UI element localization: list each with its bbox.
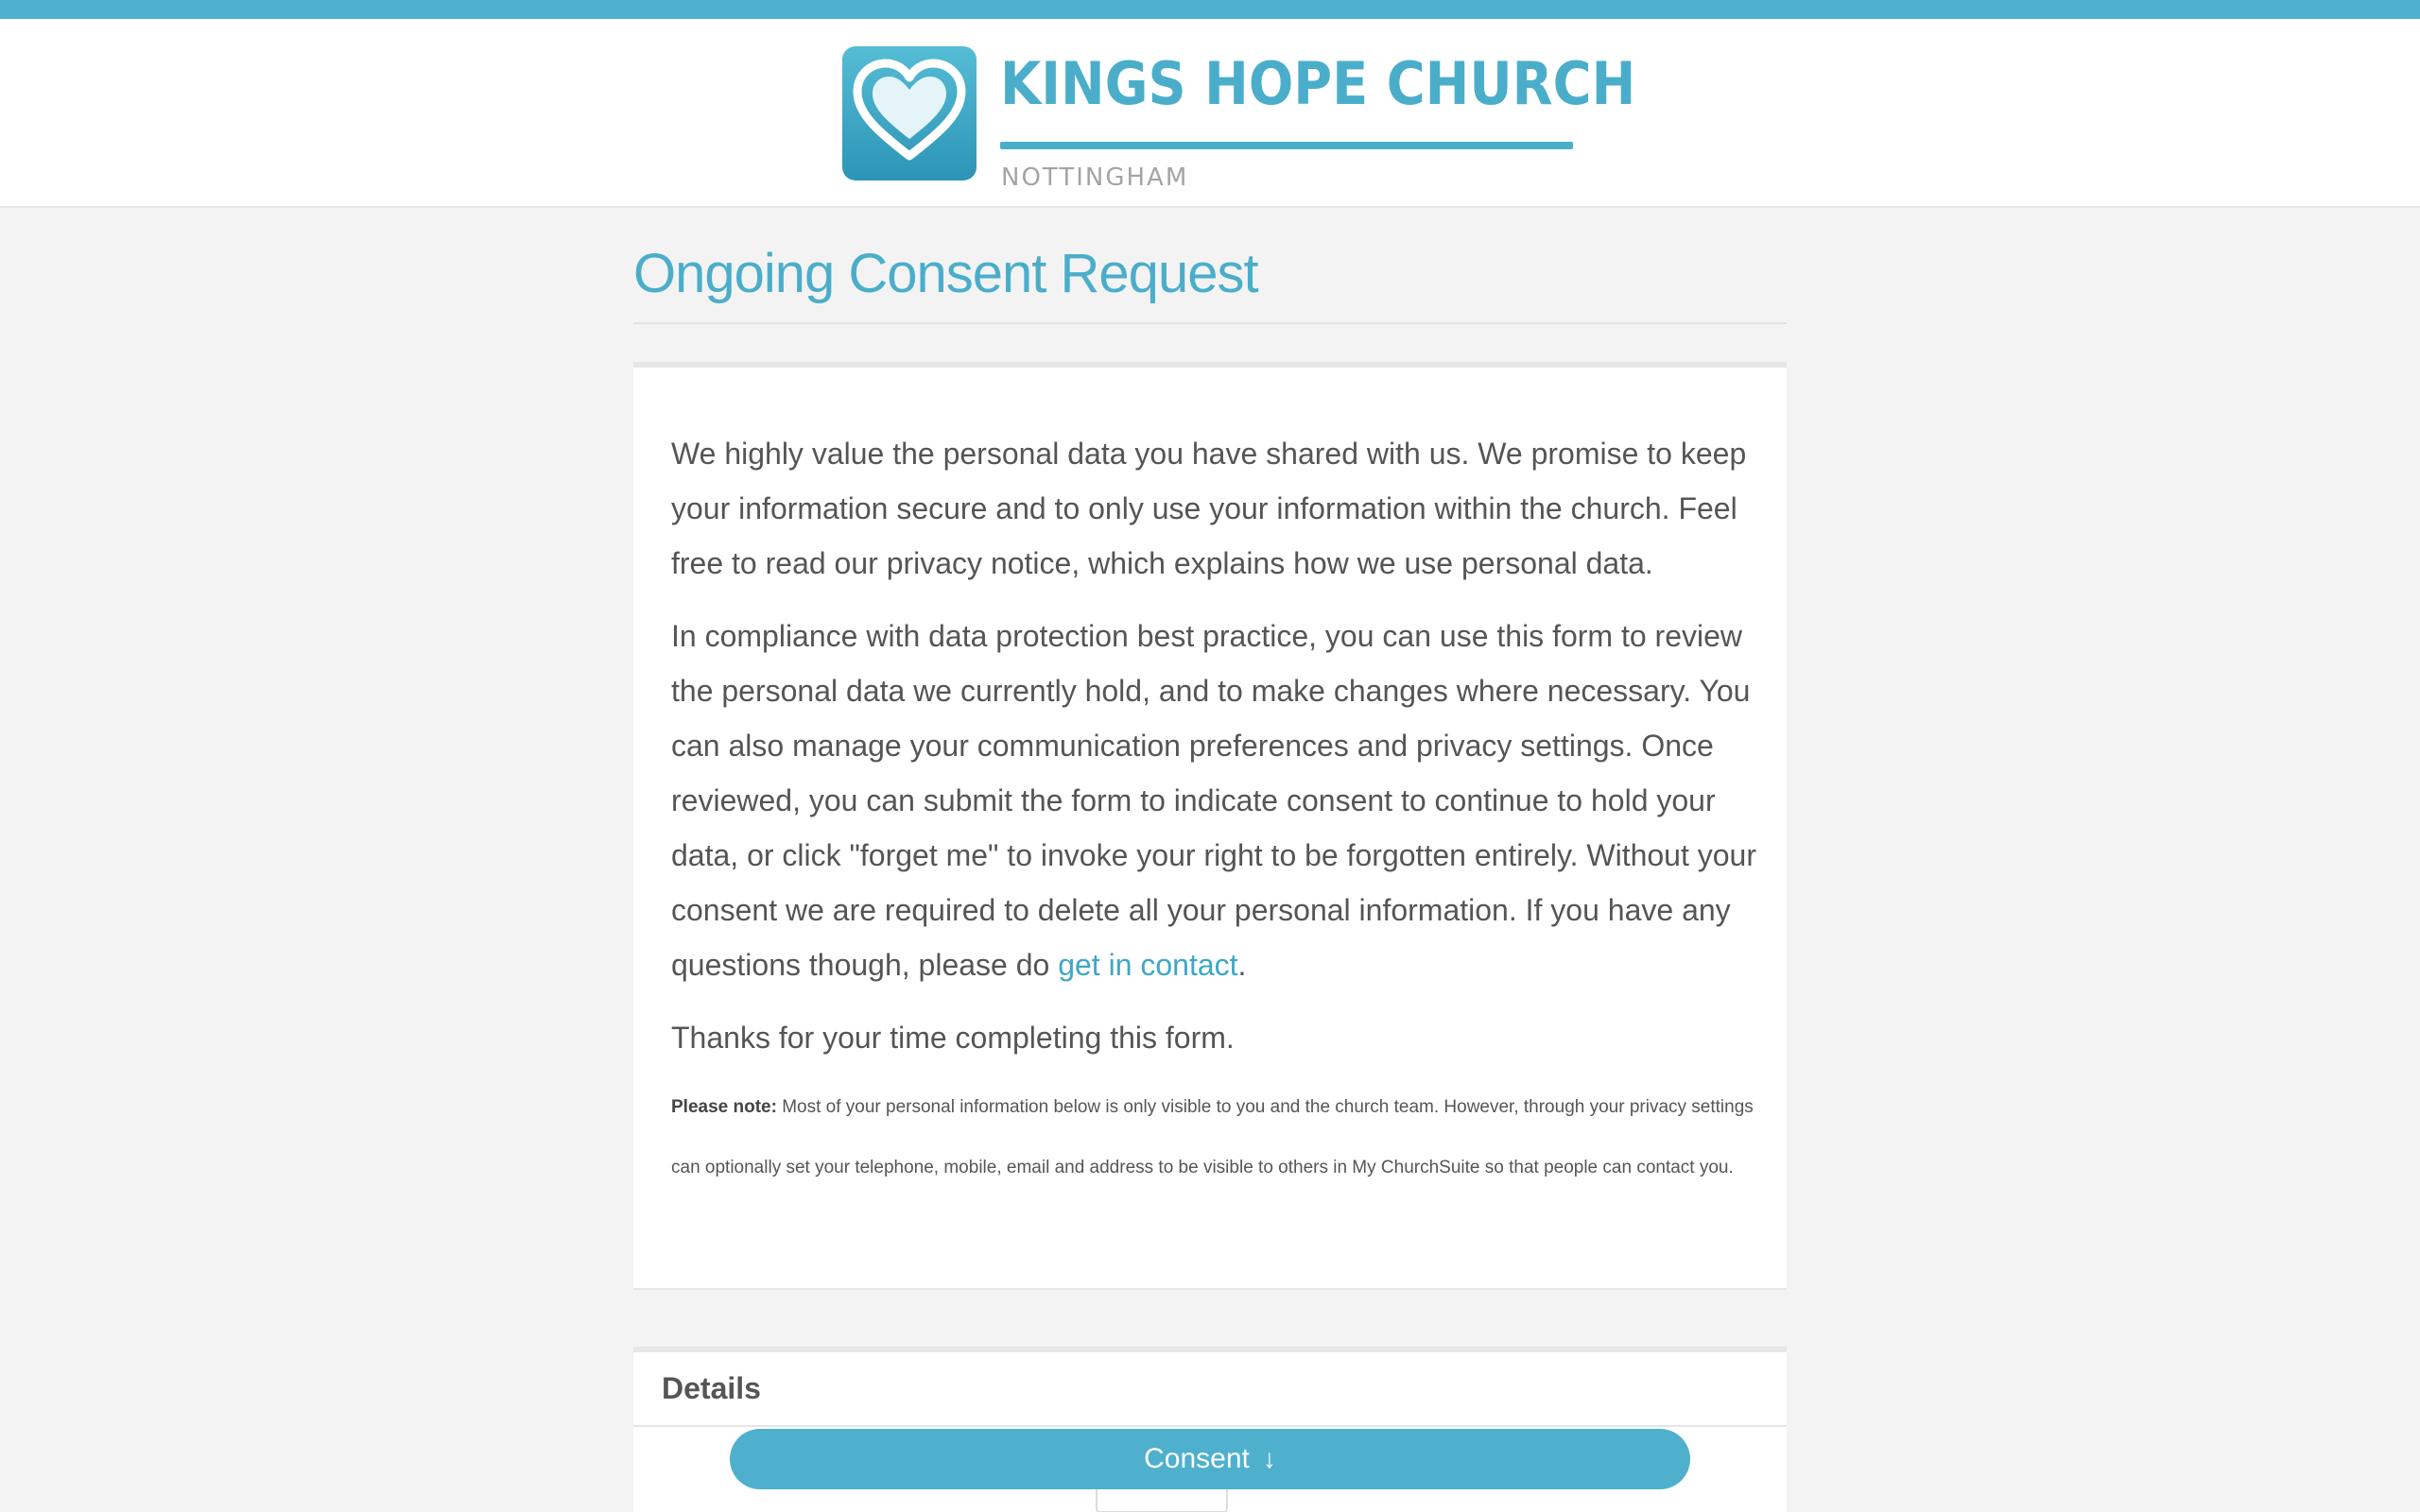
intro-paragraph-1: We highly value the personal data you have shared with us. We promise to keep your information secure and to only use your information within the church. Feel free to read our privacy notice, which explains how we use personal data.: [671, 437, 1747, 580]
consent-button[interactable]: [730, 1429, 1690, 1489]
intro-paragraph-2-text: In compliance with data protection best practice, you can use this form to review the personal data we currently hold, and to make changes where necessary. You can also manage your communication preferences and privacy settings. Once reviewed, you can submit the form to indicate consent to continue to hold your data, or click "forget me" to invoke your right to be forgotten entirely. Without your consent we are required to delete all your personal information. If you have any questions though, please do: [671, 619, 1756, 982]
intro-paragraph-2: [671, 609, 1758, 992]
intro-paragraph-3: Thanks for your time completing this form.: [671, 1021, 1235, 1055]
intro-card: [633, 362, 1787, 1290]
title-divider: [633, 322, 1787, 324]
privacy-note-text: Most of your personal information below is only visible to you and the church team. However, through your privacy settings can optionally set your telephone, mobile, email and address to be visible to others in My ChurchSuite so that people can contact you.: [671, 1097, 1754, 1177]
privacy-note: [671, 1077, 1758, 1198]
arrow-down-icon: ↓: [1262, 1444, 1276, 1473]
details-heading: Details: [662, 1371, 761, 1405]
site-header: [0, 19, 2420, 208]
details-divider: [633, 1425, 1787, 1427]
page-title: Ongoing Consent Request: [633, 243, 1258, 304]
church-logo[interactable]: [842, 46, 977, 180]
privacy-note-label: Please note:: [671, 1097, 777, 1117]
intro-text: [671, 426, 1758, 1198]
church-name: KINGS HOPE CHURCH: [1000, 49, 1636, 118]
intro-paragraph-2-end: .: [1237, 948, 1247, 982]
church-city: NOTTINGHAM: [1001, 163, 1189, 192]
get-in-contact-link[interactable]: get in contact: [1058, 948, 1238, 982]
heart-icon: [842, 46, 977, 180]
church-name-underline: [1000, 142, 1573, 149]
top-accent-bar: [0, 0, 2420, 19]
consent-button-label: Consent: [1144, 1443, 1250, 1474]
